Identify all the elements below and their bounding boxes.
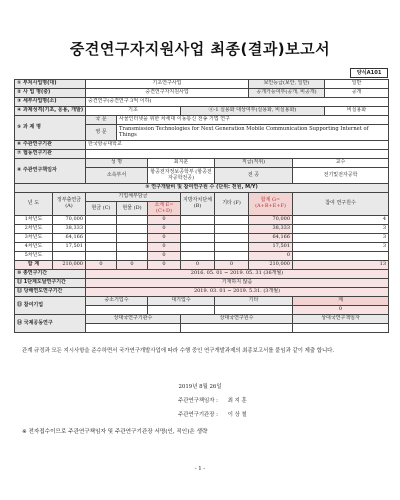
budget-cash bbox=[86, 234, 117, 243]
budget-people: 4 bbox=[293, 216, 389, 225]
budget-other bbox=[215, 216, 249, 225]
budget-header-private-group: 기업체부담금 bbox=[86, 193, 181, 202]
budget-cash bbox=[86, 216, 117, 225]
budget-sum-people: 13 bbox=[293, 261, 389, 270]
budget-year: 4차년도 bbox=[15, 243, 53, 252]
budget-sum-total: 210,000 bbox=[249, 261, 293, 270]
label-stage1-period: ⑪ 1단계도달연구기간 bbox=[15, 279, 86, 288]
budget-total: 0 bbox=[249, 252, 293, 261]
label-commercialization: ④-1 실용화 대상여부(실용화, 비실용화) bbox=[181, 107, 325, 116]
label-pi-major: 전 공 bbox=[215, 168, 293, 184]
form-number-badge: 양식A101 bbox=[350, 68, 388, 78]
label-partner-country-researchers: 상대국연구원수 bbox=[181, 315, 293, 324]
budget-year: 3차년도 bbox=[15, 234, 53, 243]
label-large-count: 대기업수 bbox=[148, 297, 215, 306]
budget-row-1 bbox=[15, 216, 389, 225]
value-partner-institution bbox=[86, 150, 389, 159]
budget-sum-subtotal: 0 bbox=[148, 261, 181, 270]
pi-signature-line bbox=[178, 396, 247, 404]
value-task-nature: 기초 bbox=[86, 107, 181, 116]
value-title-english: Transmission Technologies for Next Generation Mobile Communication Supporting Internet of Things bbox=[117, 125, 389, 141]
label-international-research: ⑭ 국제공동연구 bbox=[15, 315, 86, 333]
budget-gov: 70,000 bbox=[53, 216, 86, 225]
label-pi-department: 소속부서 bbox=[86, 168, 148, 184]
value-pi-department: 항공전자정보공학부 (항공전자공학전공) bbox=[148, 168, 215, 184]
label-partner-institution: ⑦ 협동연구기관 bbox=[15, 150, 86, 159]
report-form-table bbox=[14, 79, 389, 333]
label-title-english: 영 문 bbox=[86, 125, 117, 141]
budget-people: 3 bbox=[293, 234, 389, 243]
label-total-period: ⑩ 총연구기간 bbox=[15, 270, 86, 279]
budget-sum-label: 합 계 bbox=[15, 261, 53, 270]
budget-header-gov: 정부출연금 (A) bbox=[53, 193, 86, 216]
budget-inkind bbox=[117, 243, 148, 252]
value-total-period: 2016. 05. 01 ~ 2019. 05. 31 (36개월) bbox=[86, 270, 389, 279]
budget-cash bbox=[86, 252, 117, 261]
budget-total: 17,501 bbox=[249, 243, 293, 252]
label-sub-program: ③ 세부사업명(소) bbox=[15, 98, 86, 107]
budget-inkind bbox=[117, 225, 148, 234]
label-principal-investigator: ⑧ 주관연구책임자 bbox=[15, 159, 86, 184]
head-signature-label: 주관연구기관장 : bbox=[178, 412, 218, 418]
value-pi-position: 교수 bbox=[293, 159, 389, 168]
submission-date: 2019년 8월 26일 bbox=[178, 384, 222, 390]
budget-subtotal: 0 bbox=[148, 225, 181, 234]
budget-sum-gov: 210,000 bbox=[53, 261, 86, 270]
label-pi-name: 성 명 bbox=[86, 159, 148, 168]
budget-total: 64,166 bbox=[249, 234, 293, 243]
footnote: ※ 전자접수이므로 주관연구책임자 및 주관연구기관장 서명(인, 직인)은 생략 bbox=[22, 429, 208, 435]
budget-other bbox=[215, 252, 249, 261]
budget-local bbox=[181, 252, 215, 261]
value-partner-country-institutions bbox=[86, 324, 181, 333]
budget-cash bbox=[86, 243, 117, 252]
budget-people: 3 bbox=[293, 243, 389, 252]
budget-gov: 38,333 bbox=[53, 225, 86, 234]
label-company-total: 계 bbox=[293, 297, 389, 306]
budget-sum-inkind: 0 bbox=[117, 261, 148, 270]
budget-subtotal: 0 bbox=[148, 243, 181, 252]
value-title-korean: 사물인터넷을 위한 차세대 이동통신 전송 기법 연구 bbox=[117, 116, 389, 125]
budget-total: 38,333 bbox=[249, 225, 293, 234]
budget-year: 5차년도 bbox=[15, 252, 53, 261]
budget-sum-cash: 0 bbox=[86, 261, 117, 270]
label-task-nature: ④ 과제성격(기초, 응용, 개발) bbox=[15, 107, 86, 116]
value-large-count bbox=[148, 306, 215, 315]
label-disclosure: 공개가능여부(공개, 비공개) bbox=[249, 89, 325, 98]
value-program-name: 중견연구자지원사업 bbox=[86, 89, 249, 98]
label-ministry-program: ① 부처사업명(대) bbox=[15, 80, 86, 89]
declaration-text: 관계 규정과 모든 지시사항을 준수하면서 국가연구개발사업에 따라 수행 중인 연구개발과제의 최종보고서를 붙임과 같이 제출 합니다. bbox=[22, 348, 335, 354]
value-stage1-period: 기재하지 않음 bbox=[86, 279, 389, 288]
budget-local bbox=[181, 225, 215, 234]
budget-inkind bbox=[117, 252, 148, 261]
head-signature-line bbox=[178, 410, 247, 418]
budget-header-people: 참여 연구원수 bbox=[293, 193, 389, 216]
budget-local bbox=[181, 243, 215, 252]
page-number: - 1 - bbox=[194, 466, 206, 472]
budget-inkind bbox=[117, 234, 148, 243]
budget-header-total: 합계 G=(A+B+E+F) bbox=[249, 193, 293, 216]
budget-other bbox=[215, 225, 249, 234]
value-disclosure: 공개 bbox=[325, 89, 389, 98]
budget-people: 3 bbox=[293, 225, 389, 234]
value-ministry-program: 기초연구사업 bbox=[86, 80, 249, 89]
label-pi-position: 직급(직위) bbox=[215, 159, 293, 168]
label-task-title: ⑤ 과 제 명 bbox=[15, 116, 86, 141]
budget-subtotal: 0 bbox=[148, 252, 181, 261]
page-title: 중견연구자지원사업 최종(결과)보고서 bbox=[69, 40, 331, 58]
label-sme-count: 중소기업수 bbox=[86, 297, 148, 306]
value-pi-major: 전기및전자공학 bbox=[293, 168, 389, 184]
label-program-name: ② 사 업 명(중) bbox=[15, 89, 86, 98]
budget-subtotal: 0 bbox=[148, 234, 181, 243]
value-host-institution: 한국항공대학교 bbox=[86, 141, 389, 150]
budget-row-sum bbox=[15, 261, 389, 270]
label-title-korean: 국 문 bbox=[86, 116, 117, 125]
label-participating-companies: ⑬ 참여기업 bbox=[15, 297, 86, 315]
budget-gov: 17,501 bbox=[53, 243, 86, 252]
budget-other bbox=[215, 243, 249, 252]
budget-sum-other: 0 bbox=[215, 261, 249, 270]
budget-people bbox=[293, 252, 389, 261]
budget-subtotal: 0 bbox=[148, 216, 181, 225]
budget-gov: 64,166 bbox=[53, 234, 86, 243]
value-commercialization: 비실용화 bbox=[325, 107, 389, 116]
budget-year: 2차년도 bbox=[15, 225, 53, 234]
budget-total: 70,000 bbox=[249, 216, 293, 225]
label-partner-country-pi: 상대국연구책임자 bbox=[293, 315, 389, 324]
pi-signature-label: 주관연구책임자 : bbox=[178, 398, 218, 404]
budget-sum-local: 0 bbox=[181, 261, 215, 270]
budget-other bbox=[215, 234, 249, 243]
value-other-count bbox=[215, 306, 293, 315]
label-other-count: 기타 bbox=[215, 297, 293, 306]
head-signature-name: 이 상 철 bbox=[227, 412, 247, 418]
budget-row-5 bbox=[15, 252, 389, 261]
label-host-institution: ⑥ 주관연구기관 bbox=[15, 141, 86, 150]
value-sub-program: 중견연구(중견연구 3억 이하) bbox=[86, 98, 389, 107]
budget-header-cash: 현금 (C) bbox=[86, 202, 117, 216]
budget-inkind bbox=[117, 216, 148, 225]
label-budget-section: ⑨ 연구개발비 및 참여연구원 수 (단위: 천원, M/Y) bbox=[15, 184, 389, 193]
value-company-total: 0 bbox=[293, 306, 389, 315]
budget-year: 1차년도 bbox=[15, 216, 53, 225]
value-pi-name: 최지훈 bbox=[148, 159, 215, 168]
budget-row-4 bbox=[15, 243, 389, 252]
budget-cash bbox=[86, 225, 117, 234]
value-current-year-period: 2019. 03. 01 ~ 2019. 5.31. (3개월) bbox=[86, 288, 389, 297]
value-sme-count bbox=[86, 306, 148, 315]
budget-header-subtotal: 소계 E=(C+D) bbox=[148, 202, 181, 216]
budget-gov bbox=[53, 252, 86, 261]
label-current-year-period: ⑫ 당해연도연구기간 bbox=[15, 288, 86, 297]
budget-header-year: 년 도 bbox=[15, 193, 53, 216]
value-partner-country-researchers bbox=[181, 324, 293, 333]
budget-row-2 bbox=[15, 225, 389, 234]
label-security-level: 보안등급(보안, 일반) bbox=[249, 80, 325, 89]
budget-local bbox=[181, 234, 215, 243]
value-security-level: 일반 bbox=[325, 80, 389, 89]
label-partner-country-institutions: 상대국연구기관수 bbox=[86, 315, 181, 324]
budget-header-local: 지방자치단체 (B) bbox=[181, 193, 215, 216]
budget-header-inkind: 현물 (D) bbox=[117, 202, 148, 216]
budget-row-3 bbox=[15, 234, 389, 243]
value-partner-country-pi bbox=[293, 324, 389, 333]
budget-local bbox=[181, 216, 215, 225]
pi-signature-name: 최 지 훈 bbox=[227, 398, 247, 404]
budget-header-other: 기타 (F) bbox=[215, 193, 249, 216]
